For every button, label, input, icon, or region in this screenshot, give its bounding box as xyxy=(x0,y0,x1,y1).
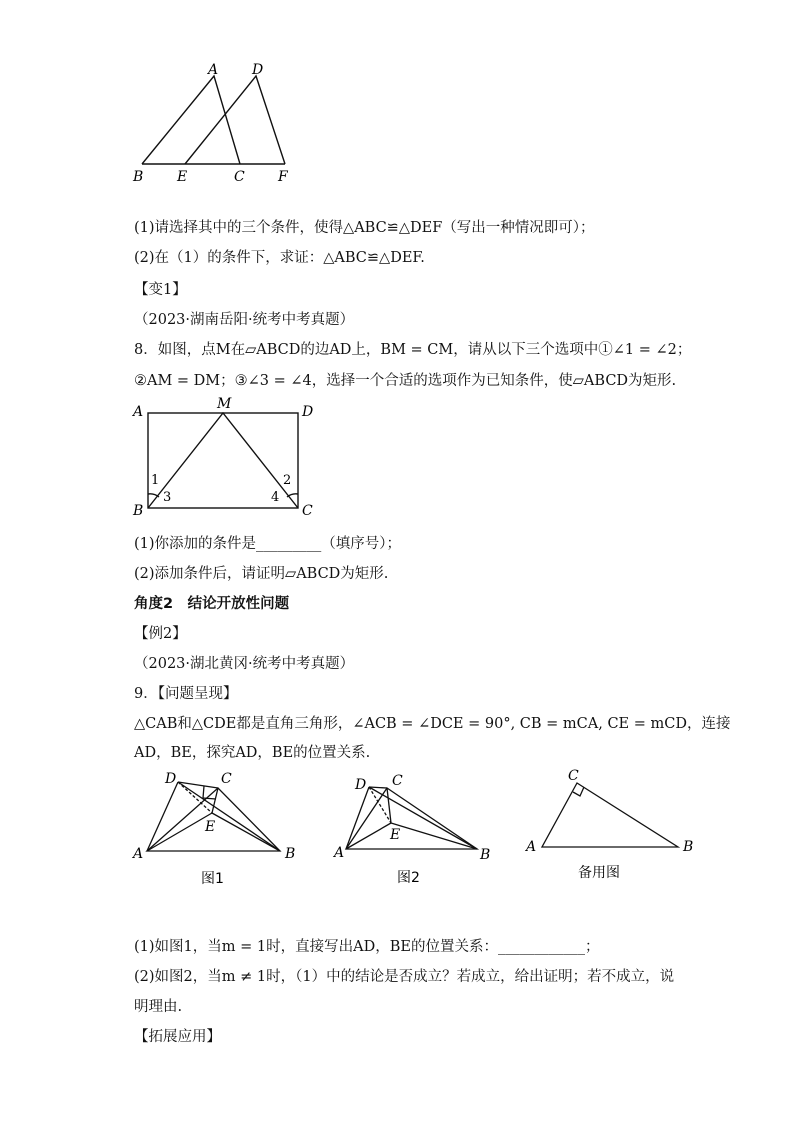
angle2-heading: 角度2 结论开放性问题 xyxy=(134,596,290,612)
triangle-cab-spare xyxy=(542,783,678,847)
spare-label-A: A xyxy=(526,839,537,855)
figure-tu2 xyxy=(330,765,505,890)
tu1-label-C: C xyxy=(221,771,232,787)
tu1-label-E: E xyxy=(205,819,216,835)
caption-spare: 备用图 xyxy=(578,865,620,881)
fig2-label-C: C xyxy=(302,503,313,519)
q9-part2-line2: 明理由. xyxy=(134,999,183,1015)
q8-part1: (1)你添加的条件是_________（填序号）； xyxy=(134,536,402,552)
fig2-label-M: M xyxy=(217,396,232,412)
example2-source: （2023·湖北黄冈·统考中考真题） xyxy=(134,656,355,672)
fig2-label-A: A xyxy=(133,404,144,420)
fig1-label-E: E xyxy=(177,169,188,185)
fig2-label-B: B xyxy=(133,503,144,519)
tu2-label-B: B xyxy=(480,847,491,863)
figure-tu1 xyxy=(125,765,310,890)
fig2-angle-2: 2 xyxy=(283,473,292,488)
variant1-title: 【变1】 xyxy=(134,282,187,298)
q7-part1: (1)请选择其中的三个条件，使得△ABC≌△DEF（写出一种情况即可）； xyxy=(134,220,595,236)
fig1-label-B: B xyxy=(133,169,144,185)
tu1-label-D: D xyxy=(165,771,177,787)
fig1-label-A: A xyxy=(208,62,219,78)
fig2-angle-3: 3 xyxy=(163,490,172,505)
tu2-label-C: C xyxy=(392,773,403,789)
fig2-angle-4: 4 xyxy=(271,490,280,505)
q9-part1: (1)如图1，当m = 1时，直接写出AD，BE的位置关系：____________； xyxy=(134,939,600,955)
spare-label-C: C xyxy=(568,768,579,784)
figure-spare xyxy=(520,765,705,890)
tu1-label-A: A xyxy=(133,846,144,862)
extension-title: 【拓展应用】 xyxy=(134,1029,221,1045)
triangle-abc xyxy=(142,76,240,164)
fig1-label-C: C xyxy=(234,169,245,185)
q9-statement-line2: AD，BE，探究AD，BE的位置关系. xyxy=(134,745,371,761)
fig2-angle-1: 1 xyxy=(151,473,160,488)
q9-statement-line1: △CAB和△CDE都是直角三角形，∠ACB = ∠DCE = 90°, CB = mCA, CE = mCD，连接 xyxy=(134,716,731,732)
caption-tu2: 图2 xyxy=(397,870,420,886)
angle-arc-b xyxy=(148,494,159,497)
tu2-label-D: D xyxy=(355,777,367,793)
fig2-label-D: D xyxy=(302,404,314,420)
q9-title: 9．【问题呈现】 xyxy=(134,686,238,702)
example2-title: 【例2】 xyxy=(134,626,187,642)
figure-rectangle-abcd xyxy=(130,395,330,525)
q7-part2: (2)在（1）的条件下，求证：△ABC≌△DEF. xyxy=(134,250,425,266)
tu1-label-B: B xyxy=(285,846,296,862)
q9-part2-line1: (2)如图2，当m ≠ 1时，（1）中的结论是否成立？若成立，给出证明；若不成立，说 xyxy=(134,969,675,985)
tu2-label-A: A xyxy=(334,845,345,861)
tu2-label-E: E xyxy=(390,827,401,843)
triangle-def xyxy=(185,76,285,164)
q8-line1: 8．如图，点M在▱ABCD的边AD上，BM = CM，请从以下三个选项中①∠1 = ∠2； xyxy=(134,342,692,358)
q8-line2: ②AM = DM；③∠3 = ∠4，选择一个合适的选项作为已知条件，使▱ABCD为矩形. xyxy=(134,373,677,389)
figure-triangles-abc-def xyxy=(130,58,300,188)
fig1-label-F: F xyxy=(278,169,288,185)
spare-label-B: B xyxy=(683,839,694,855)
angle-arc-c xyxy=(287,494,298,497)
caption-tu1: 图1 xyxy=(201,871,224,887)
q8-part2: (2)添加条件后，请证明▱ABCD为矩形. xyxy=(134,566,389,582)
variant1-source: （2023·湖南岳阳·统考中考真题） xyxy=(134,312,355,328)
fig1-label-D: D xyxy=(252,62,264,78)
